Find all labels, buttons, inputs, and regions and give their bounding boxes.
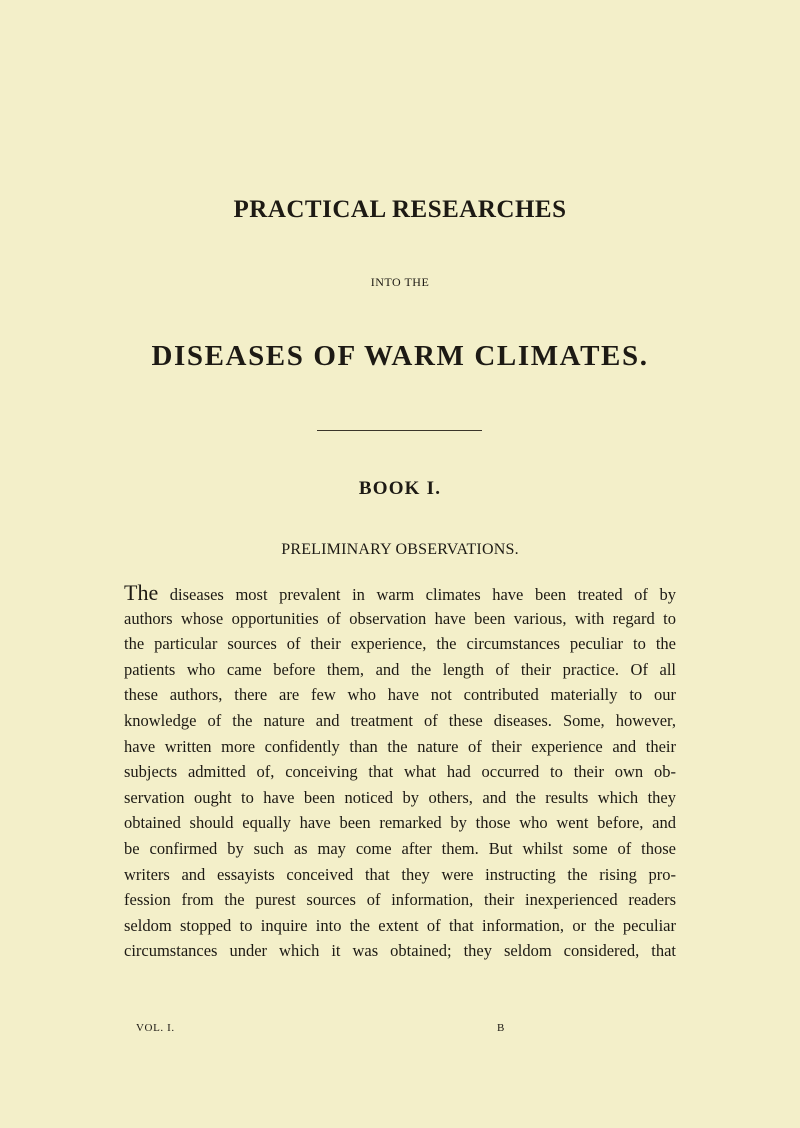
body-line: authors whose opportunities of observation have been various, with regard to: [124, 608, 676, 628]
title-divider: [317, 430, 482, 431]
body-line-text: diseases most prevalent in warm climates have been treated of by: [158, 585, 676, 604]
body-line: servation ought to have been noticed by others, and the results which they: [124, 787, 676, 807]
subtitle: DISEASES OF WARM CLIMATES.: [151, 340, 649, 372]
signature-mark: B: [497, 1022, 505, 1034]
body-line: writers and essayists conceived that they were instructing the rising pro-: [124, 864, 676, 884]
volume-label: VOL. I.: [136, 1022, 175, 1034]
body-line: circumstances under which it was obtained; they seldom considered, that: [124, 941, 676, 961]
body-line: obtained should equally have been remarked by those who went before, and: [124, 813, 676, 833]
body-line: seldom stopped to inquire into the extent of that information, or the peculiar: [124, 915, 676, 935]
body-line: subjects admitted of, conceiving that what had occurred to their own ob-: [124, 762, 676, 782]
body-line: knowledge of the nature and treatment of these diseases. Some, however,: [124, 710, 676, 730]
body-line: have written more confidently than the nature of their experience and their: [124, 736, 676, 756]
section-heading: PRELIMINARY OBSERVATIONS.: [281, 541, 519, 558]
body-line: be confirmed by such as may come after them. But whilst some of those: [124, 838, 676, 858]
body-line: these authors, there are few who have not contributed materially to our: [124, 685, 676, 705]
body-line: patients who came before them, and the length of their practice. Of all: [124, 659, 676, 679]
body-line: fession from the purest sources of information, their inexperienced readers: [124, 890, 676, 910]
body-line: [124, 580, 676, 606]
body-paragraph: [124, 580, 676, 964]
main-title: PRACTICAL RESEARCHES: [233, 196, 567, 223]
dropcap: The: [124, 580, 159, 605]
body-line: the particular sources of their experience, the circumstances peculiar to the: [124, 634, 676, 654]
title-connector: INTO THE: [370, 275, 430, 289]
book-heading: BOOK I.: [358, 478, 442, 499]
